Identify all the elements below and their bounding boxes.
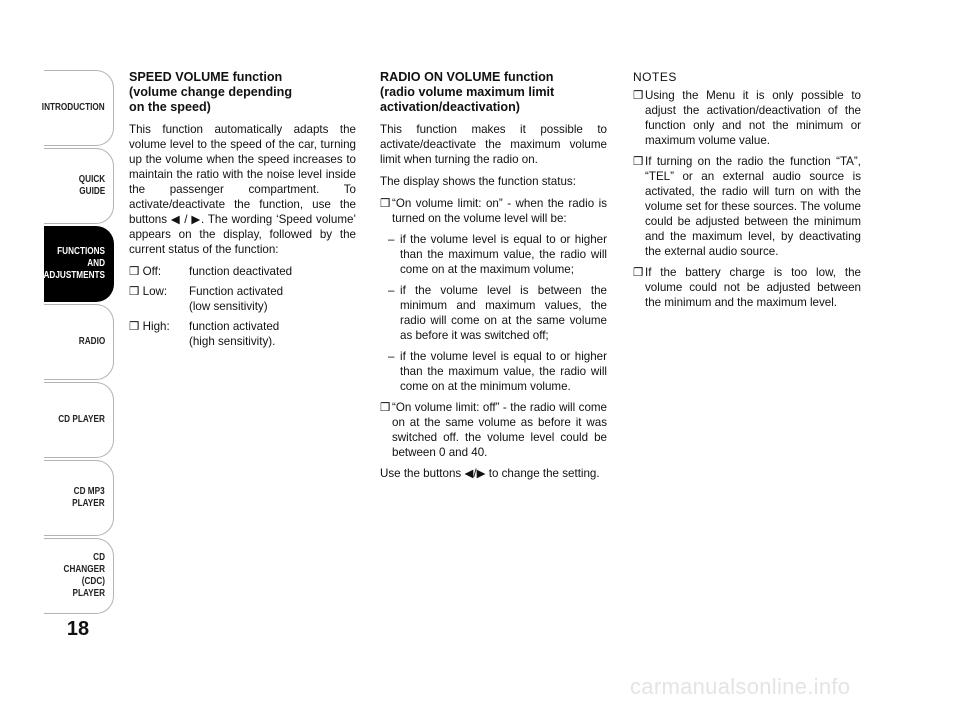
- sub-text: if the volume level is between the minimum and maximum values, the radio will come on at the same volume as before it was switched off;: [400, 284, 607, 342]
- note-item: [633, 265, 861, 310]
- speed-volume-section: [129, 70, 356, 354]
- body-text: to change the setting.: [485, 467, 600, 480]
- tab-label: RADIO: [78, 336, 105, 347]
- right-arrow-icon: ▶: [476, 467, 486, 480]
- note-text: If turning on the radio the function “TA”, “TEL” or an external audio source is activated, the radio will turn on with the volume set for these sources. The volume could be adjusted between the minimum and the maximum level, by deactivating the external audio source.: [645, 155, 861, 258]
- speed-volume-heading: [129, 70, 356, 115]
- speed-volume-description: [129, 122, 356, 257]
- heading-rest: function: [500, 70, 554, 84]
- radio-on-volume-intro: This function makes it possible to activate/deactivate the maximum volume limit when turning the radio on.: [380, 123, 607, 166]
- option-low: [129, 284, 356, 314]
- tab-label: INTRODUCTION: [42, 102, 105, 113]
- heading-line: (volume change depending: [129, 85, 293, 99]
- separator: /: [473, 467, 477, 480]
- checkbox-icon: ❒: [633, 266, 644, 279]
- checkbox-icon: ❒: [380, 401, 391, 414]
- tab-cd-player[interactable]: [44, 382, 114, 458]
- bullet-on: [380, 196, 607, 226]
- notes-title: NOTES: [633, 70, 677, 84]
- section-tabs: [44, 70, 114, 616]
- separator: /: [180, 213, 192, 226]
- tab-functions-and-adjustments[interactable]: [44, 226, 114, 302]
- left-arrow-icon: ◀: [170, 213, 181, 226]
- dash: –: [388, 233, 395, 246]
- body-text: . The wording ‘Speed volume’ appears on the display, followed by the current status of the function:: [129, 213, 357, 256]
- heading-line: (radio volume maximum limit: [380, 85, 555, 99]
- note-item: [633, 88, 861, 148]
- left-arrow-icon: ◀: [464, 467, 474, 480]
- sub-text: if the volume level is equal to or higher than the maximum value, the radio will come on at the maximum volume;: [400, 233, 607, 276]
- tab-label: CD MP3 PLAYER: [72, 486, 105, 509]
- watermark: carmanualsonline.info: [630, 674, 851, 699]
- note-text: Using the Menu it is only possible to adjust the activation/deactivation of the function only and not the minimum or maximum volume value.: [645, 89, 861, 147]
- option-desc: function deactivated: [189, 265, 293, 278]
- note-text: If the battery charge is too low, the volume could not be adjusted between the minimum and the maximum level.: [645, 266, 861, 309]
- option-desc: function activated: [189, 320, 280, 333]
- tab-label: CD PLAYER: [58, 414, 105, 425]
- heading-line: on the speed): [129, 100, 211, 114]
- tab-quick-guide[interactable]: [44, 148, 114, 224]
- option-high: [129, 319, 356, 349]
- checkbox-icon: ❒: [129, 265, 140, 278]
- heading-line: activation/deactivation): [380, 100, 520, 114]
- sub-text: if the volume level is equal to or higher than the maximum value, the radio will come on at the minimum volume.: [400, 350, 607, 393]
- sub-item: [380, 283, 607, 343]
- tab-radio[interactable]: [44, 304, 114, 380]
- tab-label: CD CHANGER (CDC) PLAYER: [63, 552, 105, 599]
- radio-on-volume-heading: [380, 70, 607, 115]
- tab-label: FUNCTIONS AND ADJUSTMENTS: [43, 246, 105, 281]
- tab-introduction[interactable]: [44, 70, 114, 146]
- option-off: [129, 264, 356, 279]
- heading-bold: SPEED VOLUME: [129, 70, 230, 84]
- option-desc: (low sensitivity): [189, 300, 268, 313]
- note-item: [633, 154, 861, 259]
- notes-section: [633, 70, 861, 316]
- checkbox-icon: ❒: [380, 197, 391, 210]
- option-desc: (high sensitivity).: [189, 335, 276, 348]
- option-key: Off:: [142, 265, 162, 278]
- option-key: Low:: [142, 285, 168, 298]
- bullet-text: “On volume limit: off” - the radio will come on at the same volume as before it was switched off. the volume level could be between 0 and 40.: [392, 401, 607, 459]
- radio-on-volume-section: [380, 70, 607, 488]
- option-key: High:: [142, 320, 170, 333]
- body-text: Use the buttons: [380, 467, 465, 480]
- checkbox-icon: ❒: [633, 89, 644, 102]
- checkbox-icon: ❒: [129, 320, 140, 333]
- sub-item: [380, 349, 607, 394]
- sub-item: [380, 232, 607, 277]
- status-text: The display shows the function status:: [380, 175, 576, 188]
- checkbox-icon: ❒: [129, 285, 140, 298]
- use-buttons-text: [380, 466, 607, 481]
- tab-label: QUICK GUIDE: [78, 174, 105, 197]
- body-text: This function automatically adapts the volume level to the speed of the car, turning up the volume when the speed increases to maintain the ratio with the noise level inside the passenger compartment. To activate/deactivate the function, use the buttons: [129, 123, 356, 226]
- heading-bold: RADIO ON VOLUME: [380, 70, 501, 84]
- bullet-off: [380, 400, 607, 460]
- tab-cd-mp3-player[interactable]: [44, 460, 114, 536]
- dash: –: [388, 350, 395, 363]
- option-desc: Function activated: [189, 285, 284, 298]
- page-number: 18: [66, 618, 90, 640]
- dash: –: [388, 284, 395, 297]
- tab-cd-changer-player[interactable]: [44, 538, 114, 614]
- checkbox-icon: ❒: [633, 155, 644, 168]
- bullet-text: “On volume limit: on” - when the radio is turned on the volume level will be:: [392, 197, 607, 225]
- heading-rest: function: [229, 70, 283, 84]
- right-arrow-icon: ▶: [191, 213, 201, 226]
